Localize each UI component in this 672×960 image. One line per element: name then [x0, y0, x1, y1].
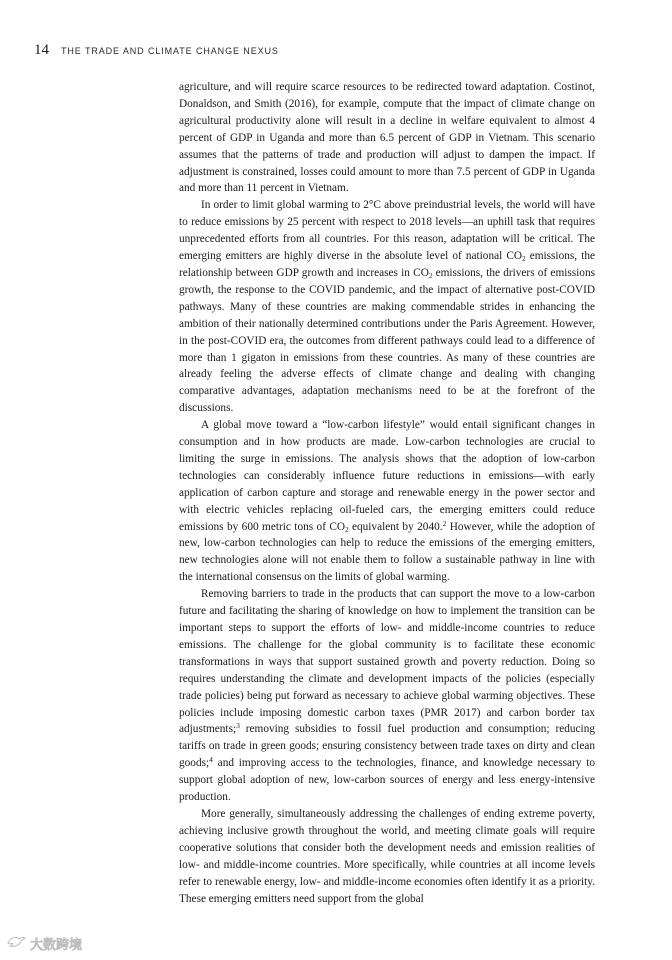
paragraph-3-text-a: A global move toward a “low-carbon lifestyle” would entail significant changes in consumption and in how products are made. Low-carbon technologies are crucial to limiting the surge in emissions. The analysis shows that the adoption of low-carbon technologies can considerably influence future reductions in emissions—with early application of carbon capture and storage and renewable energy in the power sector and with electric vehicles replacing oil-fueled cars, the emerging emitters could reduce emissions by 600 metric tons of CO [179, 419, 595, 533]
footnote-ref-2[interactable]: 2 [442, 518, 447, 528]
paragraph-4-text-c: and improving access to the technologies, finance, and knowledge necessary to support global adoption of new, low-carbon sources of energy and less energy-intensive production. [179, 757, 595, 804]
paragraph-4-text-a: Removing barriers to trade in the products that can support the move to a low-carbon future and facilitating the sharing of knowledge on how to implement the transition can be important steps to support the efforts of low- and middle-income countries to reduce emissions. The challenge for the global community is to facilitate these economic transformations in ways that support sustained growth and poverty reduction. Doing so requires understanding the climate and development impacts of the policies (especially trade policies) being put forward as necessary to achieve global warming objectives. These policies include imposing domestic carbon taxes (PMR 2017) and carbon border tax adjustments; [179, 588, 595, 736]
footnote-ref-4[interactable]: 4 [209, 755, 213, 765]
footnote-ref-3[interactable]: 3 [236, 721, 240, 731]
paragraph-2-text-a: In order to limit global warming to 2°C above preindustrial levels, the world will have to reduce emissions by 25 percent with respect to 2018 levels—an uphill task that requires unprecedented efforts from all countries. For this reason, adaptation will be critical. The emerging emitters are highly diverse in the absolute level of national CO [179, 199, 595, 263]
watermark-text: 大数跨境 [30, 938, 83, 953]
paragraph-2 [179, 197, 595, 417]
co2-subscript: 2 [428, 271, 433, 280]
paragraph-3-text-b: equivalent by 2040. [348, 520, 443, 533]
watermark [6, 933, 82, 954]
paragraph-2-text-c: emissions, the drivers of emissions growth, the response to the COVID pandemic, and the impact of alternative post-COVID pathways. Many of these countries are making commendable strides in enhancing the ambition of their nationally determined contributions under the Paris Agreement. However, in the post-COVID era, the outcomes from different pathways could lead to a difference of more than 1 gigaton in emissions from these countries. As many of these countries are already feeling the adverse effects of climate change and dealing with changing comparative advantages, adaptation mechanisms need to be at the forefront of the discussions. [179, 266, 595, 415]
page-number: 14 [34, 42, 49, 58]
co2-subscript: 2 [345, 525, 349, 534]
paragraph-4-text-b: removing subsidies to fossil fuel production and consumption; reducing tariffs on trade in green goods; ensuring consistency between trade taxes on dirty and clean goods; [179, 723, 595, 770]
co2-subscript: 2 [522, 255, 526, 264]
paragraph-3-text-c: However, while the adoption of new, low-carbon technologies can help to reduce the emissions of the emerging emitters, new technologies alone will not enable them to follow a sustainable pathway in line with the international consensus on the limits of global warming. [179, 520, 595, 584]
paragraph-2-text-b: emissions, the relationship between GDP growth and increases in CO [179, 250, 595, 279]
body-text [179, 79, 595, 907]
paragraph-5: More generally, simultaneously addressing the challenges of ending extreme poverty, achieving inclusive growth throughout the world, and meeting climate goals will require cooperative solutions that consider both the development needs and emission realities of low- and middle-income countries. More specifically, while countries at all income levels refer to renewable energy, low- and middle-income economies often identify it as a priority. These emerging emitters need support from the global [179, 807, 595, 905]
paragraph-1: agriculture, and will require scarce resources to be redirected toward adaptation. Costinot, Donaldson, and Smith (2016), for example, compute that the impact of climate change on agricultural productivity alone will result in a decline in welfare equivalent to almost 4 percent of GDP in Uganda and more than 6.5 percent of GDP in Vietnam. This scenario assumes that the patterns of trade and production will adjust to dampen the impact. If adjustment is constrained, losses could amount to more than 7.5 percent of GDP in Uganda and more than 11 percent in Vietnam. [179, 81, 595, 195]
book-title: THE TRADE AND CLIMATE CHANGE NEXUS [61, 46, 279, 56]
paragraph-4 [179, 586, 595, 806]
running-head [34, 42, 279, 59]
paragraph-3 [179, 417, 595, 586]
bird-logo-icon [6, 933, 26, 954]
